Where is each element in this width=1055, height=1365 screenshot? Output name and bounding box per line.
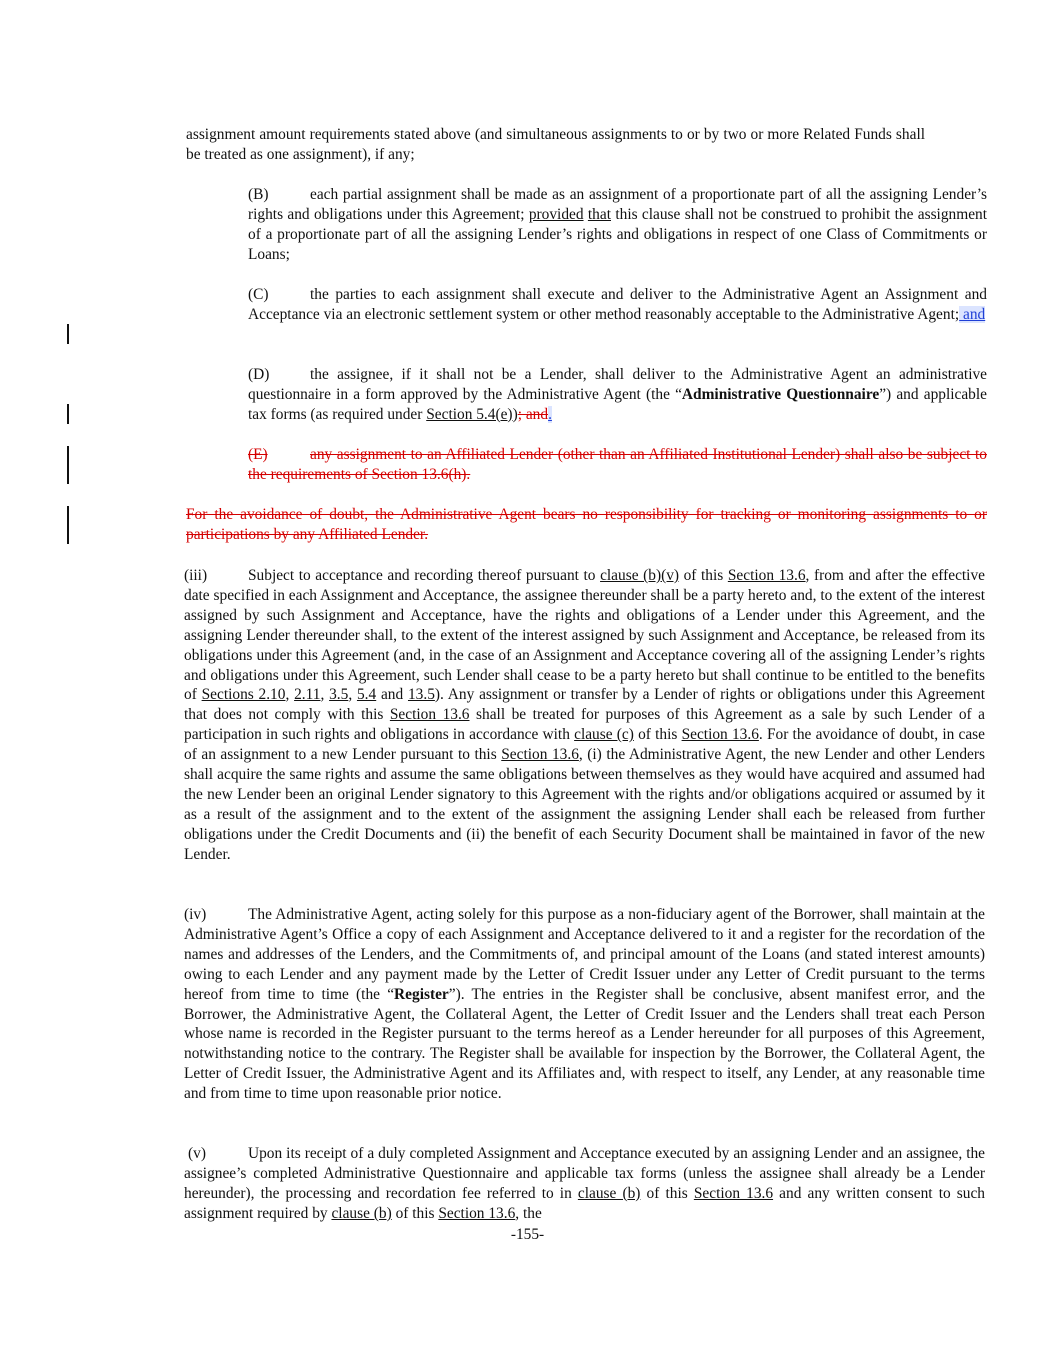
revision-bar xyxy=(67,404,69,424)
section-reference: 3.5 xyxy=(329,686,349,704)
inserted-text: and xyxy=(959,305,986,323)
revision-bar xyxy=(67,324,69,344)
section-reference: Section 13.6 xyxy=(389,706,470,724)
clause-label: (v) xyxy=(188,1145,206,1162)
page-number: -155- xyxy=(510,1226,545,1243)
section-reference: Section 13.6 xyxy=(438,1204,516,1222)
clause-iv: (iv) The Administrative Agent, acting solely for this purpose as a non-fiduciary agent of the Borrower, shall maintain at the Administrative Agent’s Office a copy of each Assignment and Acceptance delivered to it and a register for the recordation of the names and addresses of the Lenders, and the Commitments of, and principal amount of the Loans (and stated interest amounts) owing to each Lender and any payment made by the Letter of Credit Issuer under any Letter of Credit pursuant to the terms hereof from time to time (the “Register”). The entries in the Register shall be conclusive, absent manifest error, and the Borrower, the Administrative Agent, the Collateral Agent, the Letter of Credit Issuer and the Lenders shall treat each Person whose name is recorded in the Register pursuant to the terms hereof as a Lender hereunder for all purposes of this Agreement, notwithstanding notice to the contrary. The Register shall be available for inspection by the Borrower, the Collateral Agent, the Letter of Credit Issuer, the Administrative Agent and its Affiliates and, with respect to itself, any Lender, at any reasonable time and from time to time upon reasonable prior notice. xyxy=(184,906,985,1103)
defined-term-bold: Administrative Questionnaire xyxy=(681,385,880,403)
clause-label: (iii) xyxy=(184,567,208,584)
clause-d: (D) the assignee, if it shall not be a Lender, shall deliver to the Administrative Agent an administrative questionnaire in a form approved by the Administrative Agent (the “Administrative Questionnaire”) and applicable tax forms (as required under Section 5.4(e)); and. xyxy=(248,366,987,423)
defined-term: provided xyxy=(528,205,584,223)
section-reference: 13.5 xyxy=(407,686,435,704)
section-reference: 2.11 xyxy=(294,686,321,704)
clause-label: (B) xyxy=(248,186,269,203)
section-reference: Section 13.6 xyxy=(727,567,806,584)
section-reference: clause (b)(v) xyxy=(600,567,680,584)
section-reference: Section 13.6 xyxy=(681,726,759,744)
section-reference: 5.4 xyxy=(356,686,377,704)
section-reference: clause (c) xyxy=(574,726,634,744)
section-reference: Section 5.4(e) xyxy=(426,405,513,423)
paragraph-continuation: assignment amount requirements stated above (and simultaneous assignments to or by two or more Related Funds shall be treated as one assignment), if any; xyxy=(186,126,925,163)
clause-label: (E) xyxy=(248,446,268,463)
defined-term: that xyxy=(587,205,611,223)
avoidance-paragraph-deleted xyxy=(124,505,987,545)
deleted-text: For the avoidance of doubt, the Administrative Agent bears no responsibility for tracking or monitoring assignments to or participations by any Affiliated Lender. xyxy=(186,506,987,543)
section-reference: clause (b) xyxy=(577,1184,641,1202)
revision-bar xyxy=(67,446,69,484)
clause-label: (D) xyxy=(248,366,270,383)
clause-c: (C) the parties to each assignment shall execute and deliver to the Administrative Agent an Assignment and Acceptance via an electronic settlement system or other method reasonably acceptable to the Administrative Agent; and xyxy=(248,286,987,323)
deleted-text: any assignment to an Affiliated Lender (other than an Affiliated Institutional Lender) shall also be subject to the requirements of Section 13.6(h). xyxy=(248,446,987,483)
section-reference: Section 13.6 xyxy=(693,1184,774,1202)
defined-term-bold: Register xyxy=(394,985,449,1003)
clause-iii: (iii) Subject to acceptance and recording thereof pursuant to clause (b)(v) of this Section 13.6, from and after the effective date specified in each Assignment and Acceptance, the assignee thereunder shall be a party hereto and, to the extent of the interest assigned by such Assignment and Acceptance, have the rights and obligations of a Lender under this Agreement, and the assigning Lender thereunder shall, to the extent of the interest assigned by such Assignment and Acceptance, be released from its obligations under this Agreement (and, in the case of an Assignment and Acceptance covering all of the assigning Lender’s rights and obligations under this Agreement, such Lender shall cease to be a party hereto but shall continue to be entitled to the benefits of Sections 2.10, 2.11, 3.5, 5.4 and 13.5). Any assignment or transfer by a Lender of rights or obligations under this Agreement that does not comply with this Section 13.6 shall be treated for purposes of this Agreement as a sale by such Lender of a participation in such rights and obligations in accordance with clause (c) of this Section 13.6. For the avoidance of doubt, in case of an assignment to a new Lender pursuant to this Section 13.6, (i) the Administrative Agent, the new Lender and other Lenders shall acquire the same rights and assume the same obligations between themselves as they would have acquired and assumed had the new Lender been an original Lender signatory to this Agreement with the rights and/or obligations acquired or assumed by it as a result of the assignment and to the extent of the assignment the assigning Lender shall each be released from further obligations under the Credit Documents and (ii) the benefit of each Security Document shall be maintained in favor of the new Lender. xyxy=(184,567,986,863)
section-reference: Section 13.6 xyxy=(501,746,579,764)
clause-v: (v) Upon its receipt of a duly completed Assignment and Acceptance executed by an assigning Lender and an assignee, the assignee’s completed Administrative Questionnaire and applicable tax forms (unless the assignee shall already be a Lender hereunder), the processing and recordation fee referred to in clause (b) of this Section 13.6 and any written consent to such assignment required by clause (b) of this Section 13.6, the xyxy=(184,1145,985,1222)
clause-label: (iv) xyxy=(184,906,207,923)
section-reference: clause (b) xyxy=(331,1204,392,1222)
section-reference: Sections 2.10 xyxy=(201,686,286,704)
clause-e-deleted xyxy=(186,445,987,485)
inserted-text: . xyxy=(548,405,552,423)
clause-b: (B) each partial assignment shall be made as an assignment of a proportionate part of all the assigning Lender’s rights and obligations under this Agreement; provided that this clause shall not be construed to prohibit the assignment of a proportionate part of all the assigning Lender’s rights and obligations in respect of one Class of Commitments or Loans; xyxy=(248,186,987,263)
deleted-text: ; and xyxy=(517,405,549,423)
revision-bar xyxy=(67,506,69,544)
clause-label: (C) xyxy=(248,286,269,303)
